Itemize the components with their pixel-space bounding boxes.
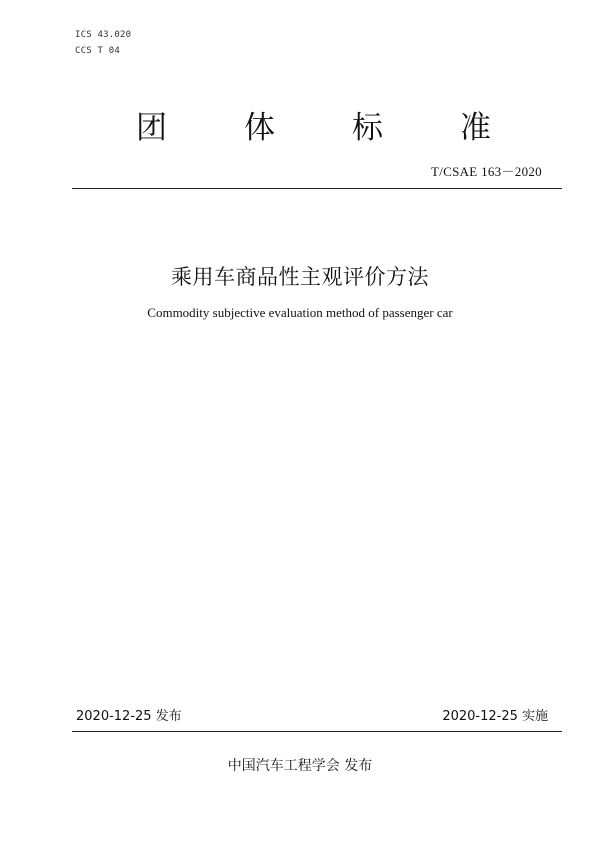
english-title: Commodity subjective evaluation method of passenger car (147, 305, 453, 320)
ics-code: ICS 43.020 (75, 30, 132, 40)
bottom-divider (72, 731, 562, 732)
standard-number: T/CSAE 163－2020 (430, 164, 542, 179)
issue-date: 2020-12-25 发布 (76, 709, 182, 724)
ccs-code: CCS T 04 (75, 46, 120, 56)
top-divider (72, 188, 562, 189)
standard-type-heading (136, 108, 498, 148)
standard-type-char: 团 (136, 110, 167, 146)
standard-type-char: 标 (352, 110, 383, 146)
chinese-title: 乘用车商品性主观评价方法 (171, 265, 429, 289)
standard-type-char: 准 (460, 110, 491, 146)
implementation-date: 2020-12-25 实施 (442, 709, 548, 724)
publisher: 中国汽车工程学会 发布 (227, 758, 373, 774)
standard-type-char: 体 (244, 110, 275, 146)
